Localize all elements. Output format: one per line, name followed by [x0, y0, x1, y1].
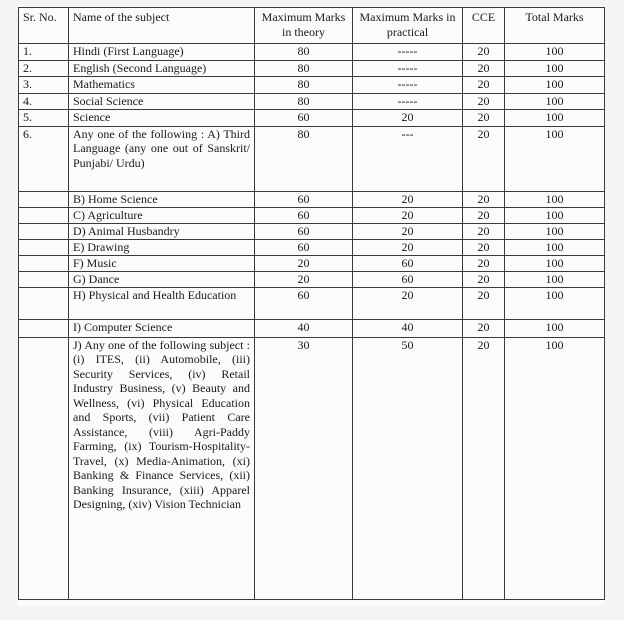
sr-no-cell: 5.: [19, 110, 69, 127]
subject-cell: Mathematics: [69, 77, 255, 94]
theory-cell: 60: [255, 223, 353, 239]
practical-cell: 20: [353, 287, 463, 319]
table-row: [19, 271, 605, 287]
theory-cell: 80: [255, 77, 353, 94]
sr-no-cell: 3.: [19, 77, 69, 94]
practical-cell: -----: [353, 77, 463, 94]
subject-cell: G) Dance: [69, 271, 255, 287]
cce-cell: 20: [463, 223, 505, 239]
sr-no-cell: [19, 271, 69, 287]
header-sr-no: Sr. No.: [19, 8, 69, 44]
cce-cell: 20: [463, 110, 505, 127]
cce-cell: 20: [463, 255, 505, 271]
total-cell: 100: [505, 255, 605, 271]
subject-cell: English (Second Language): [69, 60, 255, 77]
total-cell: 100: [505, 239, 605, 255]
cce-cell: 20: [463, 191, 505, 207]
cce-cell: 20: [463, 126, 505, 191]
header-cce: CCE: [463, 8, 505, 44]
theory-cell: 60: [255, 191, 353, 207]
total-cell: 100: [505, 319, 605, 337]
sr-no-cell: 6.: [19, 126, 69, 191]
total-cell: 100: [505, 44, 605, 61]
sr-no-cell: 2.: [19, 60, 69, 77]
subject-cell: F) Music: [69, 255, 255, 271]
practical-cell: 20: [353, 207, 463, 223]
table-row: [19, 239, 605, 255]
cce-cell: 20: [463, 271, 505, 287]
cce-cell: 20: [463, 337, 505, 599]
subject-cell: D) Animal Husbandry: [69, 223, 255, 239]
table-row: [19, 110, 605, 127]
sr-no-cell: [19, 319, 69, 337]
header-row: [19, 8, 605, 44]
practical-cell: 20: [353, 239, 463, 255]
cce-cell: 20: [463, 207, 505, 223]
practical-cell: 20: [353, 191, 463, 207]
sr-no-cell: [19, 207, 69, 223]
table-row: [19, 287, 605, 319]
sr-no-cell: [19, 287, 69, 319]
theory-cell: 30: [255, 337, 353, 599]
table-row: [19, 77, 605, 94]
total-cell: 100: [505, 287, 605, 319]
marks-table: [18, 7, 605, 600]
header-theory: Maximum Marks in theory: [255, 8, 353, 44]
cce-cell: 20: [463, 60, 505, 77]
subject-cell: Hindi (First Language): [69, 44, 255, 61]
practical-cell: -----: [353, 44, 463, 61]
total-cell: 100: [505, 223, 605, 239]
subject-cell: E) Drawing: [69, 239, 255, 255]
total-cell: 100: [505, 271, 605, 287]
practical-cell: 20: [353, 110, 463, 127]
header-total: Total Marks: [505, 8, 605, 44]
table-row: [19, 319, 605, 337]
sr-no-cell: [19, 223, 69, 239]
table-row: [19, 191, 605, 207]
theory-cell: 60: [255, 207, 353, 223]
total-cell: 100: [505, 207, 605, 223]
subject-cell: I) Computer Science: [69, 319, 255, 337]
theory-cell: 80: [255, 93, 353, 110]
table-row: [19, 126, 605, 191]
subject-cell: Social Science: [69, 93, 255, 110]
total-cell: 100: [505, 77, 605, 94]
sr-no-cell: [19, 191, 69, 207]
sr-no-cell: 4.: [19, 93, 69, 110]
sr-no-cell: [19, 337, 69, 599]
total-cell: 100: [505, 337, 605, 599]
theory-cell: 60: [255, 110, 353, 127]
theory-cell: 40: [255, 319, 353, 337]
practical-cell: 20: [353, 223, 463, 239]
cce-cell: 20: [463, 319, 505, 337]
practical-cell: 60: [353, 255, 463, 271]
practical-cell: -----: [353, 60, 463, 77]
table-row: [19, 337, 605, 599]
total-cell: 100: [505, 60, 605, 77]
sr-no-cell: [19, 239, 69, 255]
cce-cell: 20: [463, 287, 505, 319]
subject-cell: C) Agriculture: [69, 207, 255, 223]
subject-cell: Science: [69, 110, 255, 127]
total-cell: 100: [505, 93, 605, 110]
practical-cell: 60: [353, 271, 463, 287]
theory-cell: 80: [255, 60, 353, 77]
practical-cell: 50: [353, 337, 463, 599]
sr-no-cell: [19, 255, 69, 271]
theory-cell: 80: [255, 126, 353, 191]
subject-cell: B) Home Science: [69, 191, 255, 207]
theory-cell: 20: [255, 271, 353, 287]
total-cell: 100: [505, 110, 605, 127]
table-row: [19, 207, 605, 223]
header-practical: Maximum Marks in practical: [353, 8, 463, 44]
theory-cell: 60: [255, 287, 353, 319]
practical-cell: -----: [353, 93, 463, 110]
header-subject-name: Name of the subject: [69, 8, 255, 44]
cce-cell: 20: [463, 239, 505, 255]
table-row: [19, 44, 605, 61]
total-cell: 100: [505, 126, 605, 191]
practical-cell: 40: [353, 319, 463, 337]
subject-cell: Any one of the following : A) Third Language (any one out of Sanskrit/ Punjabi/ Urdu): [69, 126, 255, 191]
practical-cell: ---: [353, 126, 463, 191]
cce-cell: 20: [463, 93, 505, 110]
table-row: [19, 223, 605, 239]
table-row: [19, 60, 605, 77]
total-cell: 100: [505, 191, 605, 207]
theory-cell: 80: [255, 44, 353, 61]
subject-cell: H) Physical and Health Education: [69, 287, 255, 319]
theory-cell: 20: [255, 255, 353, 271]
cce-cell: 20: [463, 44, 505, 61]
theory-cell: 60: [255, 239, 353, 255]
table-row: [19, 93, 605, 110]
table-row: [19, 255, 605, 271]
cce-cell: 20: [463, 77, 505, 94]
sr-no-cell: 1.: [19, 44, 69, 61]
subject-cell: J) Any one of the following subject : (i) ITES, (ii) Automobile, (iii) Security Services, (iv) Retail Industry Business, (v) Beauty and Wellness, (vi) Physical Education and Sports, (vii) Patient Care Assistance, (viii) Agri-Paddy Farming, (ix) Tourism-Hospitality-Travel, (x) Media-Animation, (xi) Banking & Finance Services, (xii) Banking Insurance, (xiii) Apparel Designing, (xiv) Vision Technician: [69, 337, 255, 599]
